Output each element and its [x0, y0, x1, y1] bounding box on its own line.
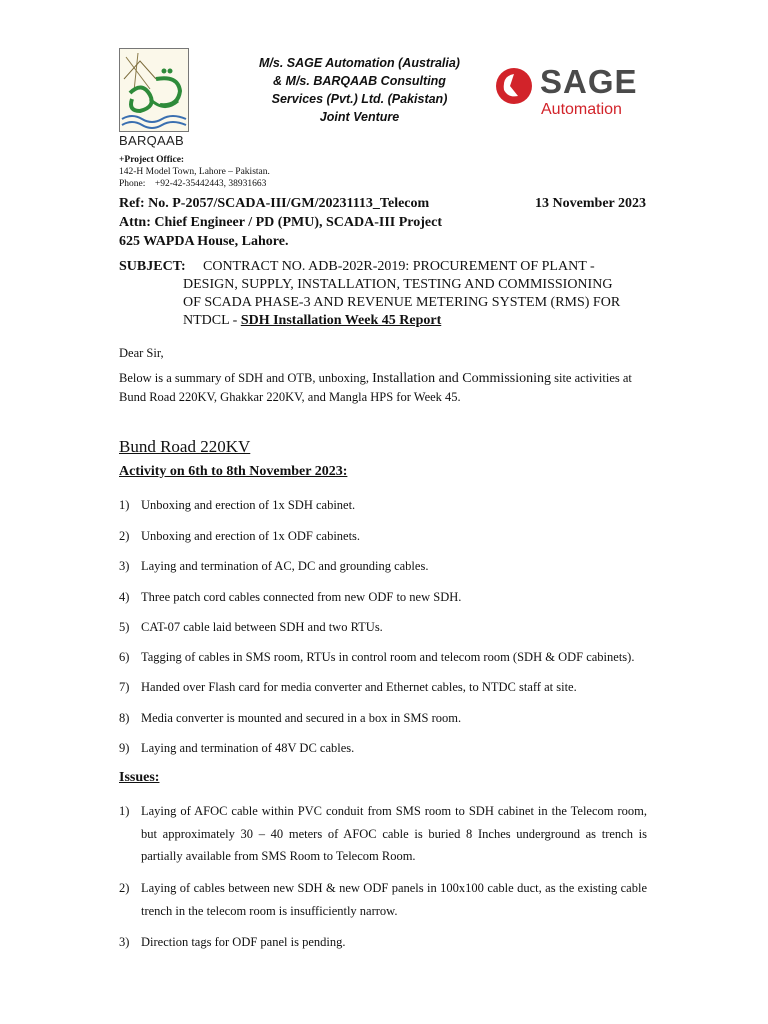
item-number: 6) — [119, 650, 130, 664]
activity-item — [119, 498, 647, 513]
item-number: 8) — [119, 711, 130, 725]
office-phone-row — [119, 178, 270, 190]
report-title: SDH Installation Week 45 Report — [240, 313, 442, 328]
item-number: 2) — [119, 881, 130, 895]
activity-item — [119, 650, 647, 665]
jv-line: Joint Venture — [319, 110, 400, 124]
subject-label: SUBJECT: — [119, 259, 186, 274]
item-text: Laying and termination of AC, DC and grounding cables. — [141, 559, 429, 573]
salutation: Dear Sir, — [119, 346, 164, 360]
phone-label: Phone: — [119, 179, 146, 189]
item-text: Direction tags for ODF panel is pending. — [141, 935, 346, 949]
activity-item — [119, 711, 647, 726]
item-number: 2) — [119, 529, 130, 543]
activity-item — [119, 680, 647, 695]
item-text: Three patch cord cables connected from new ODF to new SDH. — [141, 590, 462, 604]
jv-line: Services (Pvt.) Ltd. (Pakistan) — [271, 92, 448, 106]
item-text: Handed over Flash card for media converter and Ethernet cables, to NTDC staff at site. — [141, 680, 577, 694]
item-text: Media converter is mounted and secured in a box in SMS room. — [141, 711, 462, 725]
item-number: 3) — [119, 559, 130, 573]
item-number: 1) — [119, 498, 130, 512]
project-office-label: +Project Office: — [119, 155, 185, 165]
subject-block — [119, 258, 659, 330]
activity-item — [119, 741, 647, 756]
jv-line: & M/s. BARQAAB Consulting — [273, 74, 446, 88]
activity-item — [119, 529, 647, 544]
barqaab-brand-text: BARQAAB — [119, 133, 184, 148]
activity-item — [119, 590, 647, 605]
letter-date: 13 November 2023 — [535, 196, 646, 211]
item-text: Laying and termination of 48V DC cables. — [141, 741, 355, 755]
item-number: 1) — [119, 804, 130, 818]
item-text: Laying of cables between new SDH & new ODF panels in 100x100 cable duct, as the existing cable trench in the telecom room is insufficiently narrow. — [141, 881, 647, 918]
item-text: CAT-07 cable laid between SDH and two RTUs. — [141, 620, 383, 634]
intro-text: Below is a summary of SDH and OTB, unboxing, — [119, 371, 373, 385]
barqaab-logo — [119, 48, 189, 132]
item-number: 5) — [119, 620, 130, 634]
item-number: 7) — [119, 680, 130, 694]
activity-item — [119, 620, 647, 635]
item-text: Unboxing and erection of 1x SDH cabinet. — [141, 498, 356, 512]
activity-heading: Activity on 6th to 8th November 2023: — [119, 464, 348, 479]
barqaab-logo-icon — [120, 49, 188, 131]
issues-heading: Issues: — [119, 770, 160, 785]
issue-item — [119, 800, 647, 868]
jv-line: M/s. SAGE Automation (Australia) — [259, 56, 460, 70]
subject-line: CONTRACT NO. ADB-202R-2019: PROCUREMENT OF PLANT - — [203, 259, 595, 274]
item-number: 9) — [119, 741, 130, 755]
issue-item — [119, 931, 647, 954]
item-text: Laying of AFOC cable within PVC conduit from SMS room to SDH cabinet in the Telecom room, but approximately 30 – 40 meters of AFOC cable is buried 8 Inches underground as trench is partially available from SMS Room to Telecom Room. — [141, 804, 647, 863]
item-number: 3) — [119, 935, 130, 949]
activity-item — [119, 559, 647, 574]
reference-block — [119, 194, 442, 251]
sage-logo-word: SAGE — [540, 63, 638, 100]
office-address: 142-H Model Town, Lahore – Pakistan. — [119, 167, 270, 177]
issue-item — [119, 877, 647, 922]
subject-line: DESIGN, SUPPLY, INSTALLATION, TESTING AND COMMISSIONING — [183, 277, 613, 292]
subject-line: OF SCADA PHASE-3 AND REVENUE METERING SYSTEM (RMS) FOR — [183, 295, 621, 310]
item-number: 4) — [119, 590, 130, 604]
sage-automation-logo — [494, 62, 674, 122]
intro-text: site activities at Bund Road 220KV, Ghakkar 220KV, and Mangla HPS for Week 45. — [119, 371, 632, 404]
project-office-block — [119, 154, 270, 190]
item-text: Tagging of cables in SMS room, RTUs in control room and telecom room (SDH & ODF cabinets). — [141, 650, 635, 664]
subject-line: NTDCL - — [183, 313, 241, 328]
item-text: Unboxing and erection of 1x ODF cabinets. — [141, 529, 361, 543]
joint-venture-title — [232, 54, 487, 126]
phone-number: +92-42-35442443, 38931663 — [154, 179, 267, 189]
intro-paragraph — [119, 369, 659, 406]
address-line: 625 WAPDA House, Lahore. — [119, 234, 289, 249]
sage-swoosh-icon — [494, 66, 538, 110]
intro-text: Installation and Commissioning — [372, 371, 551, 386]
sage-logo-sub: Automation — [541, 101, 622, 118]
section-title: Bund Road 220KV — [119, 437, 251, 456]
ref-number: Ref: No. P-2057/SCADA-III/GM/20231113_Telecom — [119, 196, 430, 211]
attention-line: Attn: Chief Engineer / PD (PMU), SCADA-III Project — [119, 215, 442, 230]
